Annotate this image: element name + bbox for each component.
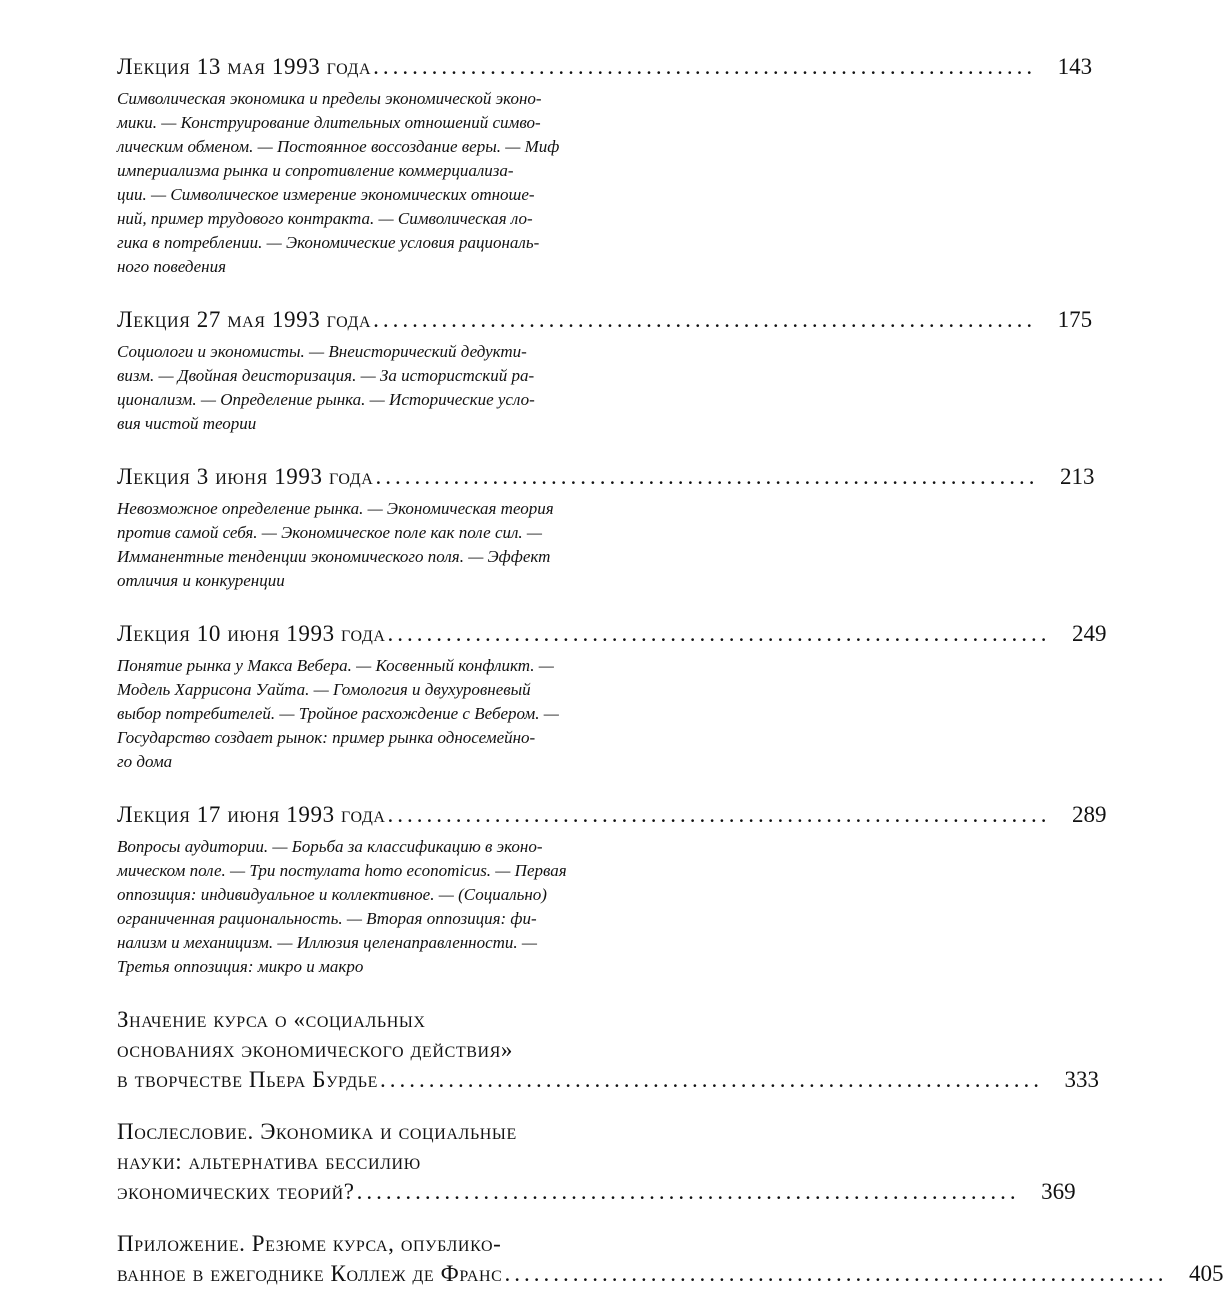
toc-title-line: экономических теорий? bbox=[117, 1179, 355, 1204]
toc-description bbox=[117, 835, 687, 979]
toc-description bbox=[117, 654, 687, 774]
toc-heading[interactable] bbox=[117, 800, 1107, 830]
toc-title: Лекция 17 июня 1993 года bbox=[117, 802, 386, 827]
toc-entry-appendix[interactable] bbox=[117, 1229, 1223, 1289]
desc-line: визм. — Двойная деисторизация. — За истористский ра- bbox=[117, 366, 535, 385]
toc-title: Лекция 3 июня 1993 года bbox=[117, 464, 374, 489]
toc-heading[interactable] bbox=[117, 462, 1095, 492]
desc-line: Невозможное определение рынка. — Экономическая теория bbox=[117, 499, 554, 518]
toc-page-number: 249 bbox=[1072, 621, 1107, 646]
desc-line: Понятие рынка у Макса Вебера. — Косвенный конфликт. — bbox=[117, 656, 554, 675]
desc-line: ний, пример трудового контракта. — Символическая ло- bbox=[117, 209, 533, 228]
dot-leader: .................................................................... bbox=[504, 1261, 1168, 1286]
toc-entry-course-significance[interactable] bbox=[117, 1005, 1099, 1095]
desc-line: нализм и механицизм. — Иллюзия целенаправленности. — bbox=[117, 933, 538, 952]
toc-title-line: науки: альтернатива бессилию bbox=[117, 1149, 421, 1174]
toc-description bbox=[117, 87, 687, 279]
desc-line: оппозиция: индивидуальное и коллективное. — (Социально) bbox=[117, 885, 547, 904]
toc-title-line: в творчестве Пьера Бурдье bbox=[117, 1067, 378, 1092]
table-of-contents bbox=[117, 52, 1223, 1311]
desc-line: Государство создает рынок: пример рынка односемейно- bbox=[117, 728, 536, 747]
toc-title: Лекция 10 июня 1993 года bbox=[117, 621, 386, 646]
toc-title: Лекция 27 мая 1993 года bbox=[117, 307, 372, 332]
dot-leader: .................................................................... bbox=[387, 621, 1051, 646]
toc-title: Лекция 13 мая 1993 года bbox=[117, 54, 372, 79]
dot-leader: .................................................................... bbox=[375, 464, 1039, 489]
desc-line: против самой себя. — Экономическое поле как поле сил. — bbox=[117, 523, 543, 542]
desc-line: лическим обменом. — Постоянное воссоздание веры. — Миф bbox=[117, 137, 560, 156]
desc-line: Модель Харрисона Уайта. — Гомология и двухуровневый bbox=[117, 680, 531, 699]
toc-entry-afterword[interactable] bbox=[117, 1117, 1076, 1207]
desc-line: ного поведения bbox=[117, 257, 227, 276]
desc-line: ограниченная рациональность. — Вторая оппозиция: фи- bbox=[117, 909, 537, 928]
toc-entry-lecture-5 bbox=[117, 800, 1107, 979]
toc-heading[interactable] bbox=[117, 305, 1093, 335]
toc-description bbox=[117, 497, 687, 593]
desc-line: Третья оппозиция: микро и макро bbox=[117, 957, 364, 976]
toc-page-number: 289 bbox=[1072, 802, 1107, 827]
desc-line: Социологи и экономисты. — Внеисторический дедукти- bbox=[117, 342, 527, 361]
desc-line: отличия и конкуренции bbox=[117, 571, 285, 590]
desc-line: мическом поле. — Три постулата homo economicus. — Первая bbox=[117, 861, 567, 880]
toc-entry-lecture-1 bbox=[117, 52, 1093, 279]
toc-page-number: 405 bbox=[1188, 1261, 1223, 1286]
toc-entry-lecture-3 bbox=[117, 462, 1095, 593]
desc-line: гика в потреблении. — Экономические условия рациональ- bbox=[117, 233, 540, 252]
desc-line: ционализм. — Определение рынка. — Исторические усло- bbox=[117, 390, 535, 409]
desc-line: вия чистой теории bbox=[117, 414, 257, 433]
toc-title-line: Приложение. Резюме курса, опублико- bbox=[117, 1231, 502, 1256]
desc-line: Имманентные тенденции экономического поля. — Эффект bbox=[117, 547, 551, 566]
toc-title-line: Послесловие. Экономика и социальные bbox=[117, 1119, 517, 1144]
toc-heading[interactable] bbox=[117, 619, 1107, 649]
dot-leader: .................................................................... bbox=[387, 802, 1051, 827]
desc-line: ции. — Символическое измерение экономических отноше- bbox=[117, 185, 535, 204]
desc-line: выбор потребителей. — Тройное расхождение с Вебером. — bbox=[117, 704, 559, 723]
toc-heading bbox=[117, 1259, 1223, 1289]
toc-heading bbox=[117, 1177, 1076, 1207]
toc-entry-lecture-4 bbox=[117, 619, 1107, 774]
desc-line: мики. — Конструирование длительных отношений симво- bbox=[117, 113, 541, 132]
toc-page-number: 369 bbox=[1041, 1179, 1076, 1204]
dot-leader: .................................................................... bbox=[373, 54, 1037, 79]
desc-line: империализма рынка и сопротивление коммерциализа- bbox=[117, 161, 514, 180]
toc-title-line: ванное в ежегоднике Коллеж де Франс bbox=[117, 1261, 503, 1286]
desc-line: го дома bbox=[117, 752, 173, 771]
toc-title-line: основаниях экономического действия» bbox=[117, 1037, 514, 1062]
dot-leader: .................................................................... bbox=[373, 307, 1037, 332]
toc-entry-lecture-2 bbox=[117, 305, 1093, 436]
dot-leader: .................................................................... bbox=[356, 1179, 1020, 1204]
toc-title-line: Значение курса о «социальных bbox=[117, 1007, 426, 1032]
toc-heading[interactable] bbox=[117, 52, 1093, 82]
toc-description bbox=[117, 340, 687, 436]
toc-page-number: 143 bbox=[1057, 54, 1093, 79]
toc-page-number: 175 bbox=[1057, 307, 1093, 332]
toc-page-number: 213 bbox=[1059, 464, 1095, 489]
toc-page-number: 333 bbox=[1064, 1067, 1099, 1092]
dot-leader: .................................................................... bbox=[379, 1067, 1043, 1092]
toc-heading bbox=[117, 1065, 1099, 1095]
desc-line: Символическая экономика и пределы экономической эконо- bbox=[117, 89, 542, 108]
desc-line: Вопросы аудитории. — Борьба за классификацию в эконо- bbox=[117, 837, 543, 856]
